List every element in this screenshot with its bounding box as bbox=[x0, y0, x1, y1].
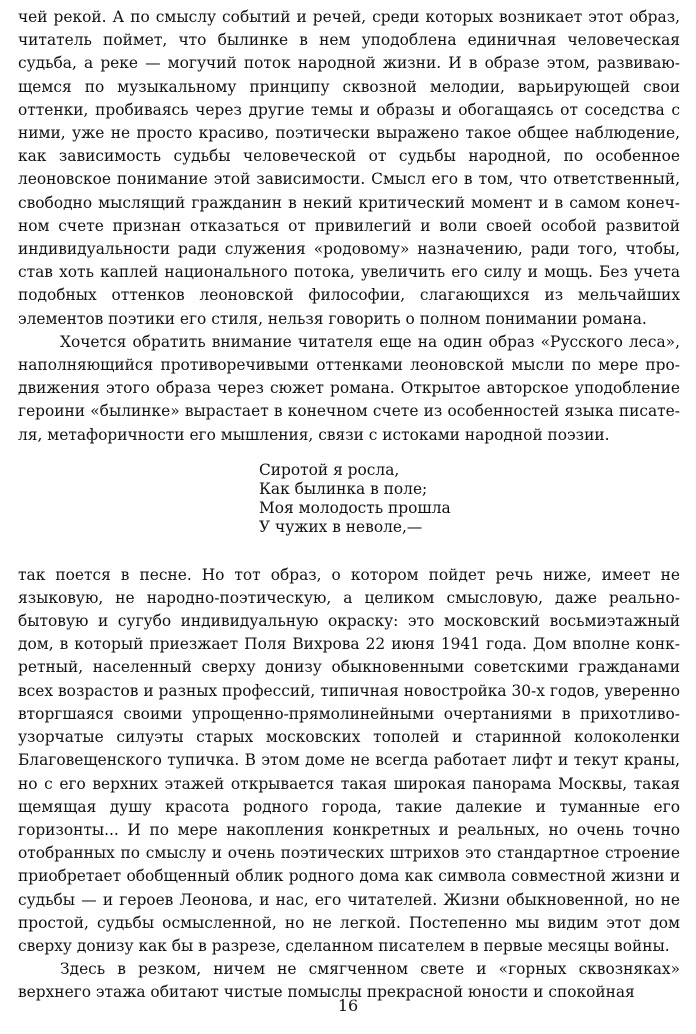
verse-line-2: Как былинка в поле; bbox=[259, 480, 428, 499]
paragraph-2: Хочется обратить внимание читателя еще на один образ «Русского леса», наполняющийся противоречивыми оттенками леоновской мысли по мере продвижения этого образа через сюжет романа. Открытое авторское уподобление героини «былинке» вырастает в конечном счете из особенностей языка писателя, метафоричности его мышления, связи с истоками народной поэзии. bbox=[18, 332, 680, 444]
page-number: 16 bbox=[337, 996, 359, 1015]
paragraph-1: чей рекой. А по смыслу событий и речей, среди которых возникает этот образ, читатель поймет, что былинке в нем уподоблена единичная человеческая судьба, а реке — могучий поток народной жизни. И в образе этом, развивающемся по музыкальному принципу сквозной мелодии, варьирующей свои оттенки, пробиваясь через другие темы и образы и обогащаясь от соседства с ними, уже не просто красиво, поэтически выражено такое общее наблюдение, как зависимость судьбы человеческой от судьбы народной, по особенное леоновское понимание этой зависимости. Смысл его в том, что ответственный, свободно мыслящий гражданин в некий критический момент и в самом конечном счете признан отказаться от привилегий и воли своей особой развитой индивидуальности ради служения «родовому» назначению, ради того, чтобы, став хоть каплей национального потока, увеличить его силу и мощь. Без учета подобных оттенков леоновской философии, слагающихся из мельчайших элементов поэтики его стиля, нельзя говорить о полном понимании романа. bbox=[18, 8, 680, 328]
verse-quote bbox=[259, 461, 680, 538]
verse-line-4: У чужих в неволе,— bbox=[259, 518, 423, 537]
paragraph-4: Здесь в резком, ничем не смягченном свете и «горных сквозняках» верхнего этажа обитают чистые помыслы прекрасной юности и спокойная bbox=[18, 960, 680, 1002]
verse-line-3: Моя молодость прошла bbox=[259, 499, 451, 518]
paragraph-3: так поется в песне. Но тот образ, о котором пойдет речь ниже, имеет не языковую, не народно-поэтическую, а целиком смысловую, даже реальнобытовую и сугубо индивидуальную окраску: это московский восьмиэтажный дом, в который приезжает Поля Вихрова 22 июня 1941 года. Дом вполне конкретный, населенный сверху донизу обыкновенными советскими гражданами всех возрастов и разных профессий, типичная новостройка 30-х годов, уверенно вторгшаяся своими упрощенно-прямолинейными очертаниями в прихотливо-узорчатые силуэты старых московских тополей и старинной колоколенки Благовещенского тупичка. В этом доме не всегда работает лифт и текут краны, но с его верхних этажей открывается такая широкая панорама Москвы, такая щемящая душу красота родного города, такие далекие и туманные его горизонты... И по мере накопления конкретных и реальных, но очень точно отобранных по смыслу и очень поэтических штрихов это стандартное строение приобретает обобщенный облик родного дома как символа совместной жизни и судьбы — и героев Леонова, и нас, его читателей. Жизни обыкновенной, но не простой, судьбы осмысленной, но не легкой. Постепенно мы видим этот дом сверху донизу как бы в разрезе, сделанном писателем в первые месяцы войны. bbox=[18, 565, 680, 955]
verse-line-1: Сиротой я росла, bbox=[259, 460, 400, 479]
